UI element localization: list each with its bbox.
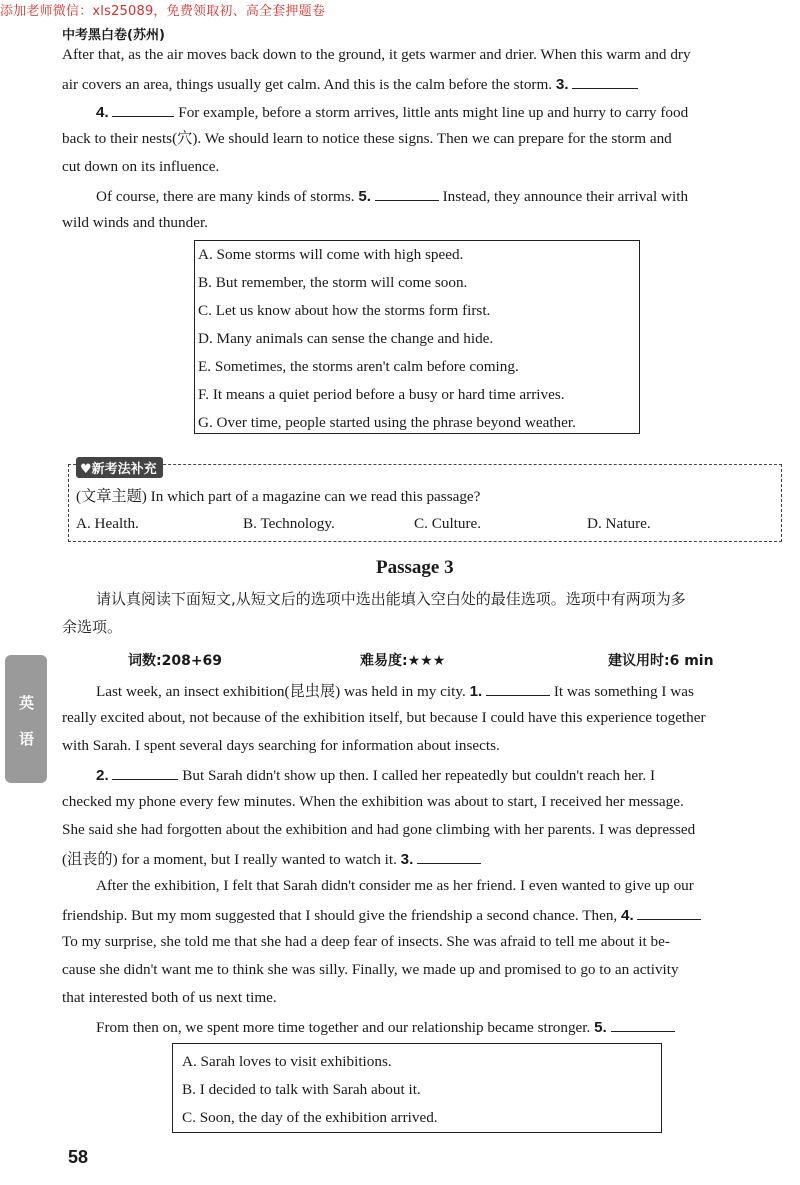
paragraph-line: wild winds and thunder. xyxy=(62,214,208,231)
paragraph-line: cause she didn't want me to think she was silly. Finally, we made up and promised to go to an activity xyxy=(62,961,679,978)
side-tab-char: 英 xyxy=(19,694,35,712)
paragraph-line: friendship. But my mom suggested that I should give the friendship a second chance. Then, 4. xyxy=(62,905,701,925)
paragraph-line: Of course, there are many kinds of storms. 5. Instead, they announce their arrival with xyxy=(96,188,689,205)
option-item[interactable]: B. I decided to talk with Sarah about it. xyxy=(182,1081,421,1098)
paragraph-line: Last week, an insect exhibition(昆虫展) was held in my city. 1. It was something I was xyxy=(96,683,694,700)
suggested-time: 建议用时:6 min xyxy=(608,653,714,669)
instruction-line: 余选项。 xyxy=(62,618,123,636)
blank-number: 3. xyxy=(400,851,414,868)
paragraph-line: From then on, we spent more time together and our relationship became stronger. 5. xyxy=(96,1017,675,1037)
blank-number: 1. xyxy=(469,683,483,700)
paragraph-line: 2. But Sarah didn't show up then. I called her repeatedly but couldn't reach her. I xyxy=(96,767,656,784)
paragraph-line: 4. For example, before a storm arrives, little ants might line up and hurry to carry food xyxy=(96,104,689,121)
answer-blank[interactable] xyxy=(112,765,178,780)
option-item[interactable]: E. Sometimes, the storms aren't calm before coming. xyxy=(198,358,519,375)
answer-blank[interactable] xyxy=(486,681,550,696)
answer-blank[interactable] xyxy=(611,1017,675,1032)
option-item[interactable]: A. Some storms will come with high speed. xyxy=(198,246,464,263)
page-header: 中考黑白卷(苏州) xyxy=(62,28,165,43)
paragraph-line: To my surprise, she told me that she had a deep fear of insects. She was afraid to tell me about it be- xyxy=(62,933,670,950)
passage-title: Passage 3 xyxy=(376,557,454,578)
blank-number: 5. xyxy=(594,1019,607,1036)
paragraph-line: air covers an area, things usually get calm. And this is the calm before the storm. 3. xyxy=(62,74,638,94)
paragraph-line: (沮丧的) for a moment, but I really wanted to watch it. 3. xyxy=(62,849,481,869)
paragraph-line: After the exhibition, I felt that Sarah didn't consider me as her friend. I even wanted to give up our xyxy=(96,877,694,894)
option-item[interactable]: B. But remember, the storm will come soon. xyxy=(198,274,468,291)
supplement-choice[interactable]: D. Nature. xyxy=(587,515,651,532)
supplement-choice[interactable]: C. Culture. xyxy=(414,515,482,532)
blank-number: 4. xyxy=(621,907,634,924)
option-item[interactable]: C. Let us know about how the storms form first. xyxy=(198,302,491,319)
paragraph-line: checked my phone every few minutes. When the exhibition was about to start, I received her message. xyxy=(62,793,684,810)
subject-side-tab xyxy=(5,655,47,783)
paragraph-line: that interested both of us next time. xyxy=(62,989,277,1006)
paragraph-line: really excited about, not because of the exhibition itself, but because I could have this experience together xyxy=(62,709,706,726)
supplement-choice[interactable]: A. Health. xyxy=(76,515,139,532)
answer-blank[interactable] xyxy=(375,186,439,201)
paragraph-line: with Sarah. I spent several days searching for information about insects. xyxy=(62,737,500,754)
supplement-tag: ♥新考法补充 xyxy=(76,457,163,478)
answer-blank[interactable] xyxy=(572,74,638,89)
blank-number: 4. xyxy=(96,104,109,121)
option-item[interactable]: C. Soon, the day of the exhibition arrived. xyxy=(182,1109,438,1126)
option-item[interactable]: G. Over time, people started using the phrase beyond weather. xyxy=(198,414,576,431)
paragraph-line: back to their nests(穴). We should learn to notice these signs. Then we can prepare for the storm and xyxy=(62,130,672,147)
answer-blank[interactable] xyxy=(417,849,481,864)
side-tab-char: 语 xyxy=(19,730,35,748)
blank-number: 5. xyxy=(358,188,372,205)
watermark: 添加老师微信：xls25089，免费领取初、高全套押题卷 xyxy=(0,4,326,19)
instruction-line: 请认真阅读下面短文,从短文后的选项中选出能填入空白处的最佳选项。选项中有两项为多 xyxy=(96,590,686,608)
option-item[interactable]: D. Many animals can sense the change and hide. xyxy=(198,330,494,347)
page-number: 58 xyxy=(68,1147,89,1167)
paragraph-line: After that, as the air moves back down to the ground, it gets warmer and drier. When this warm and dry xyxy=(62,46,691,63)
option-item[interactable]: A. Sarah loves to visit exhibitions. xyxy=(182,1053,392,1070)
paragraph-line: She said she had forgotten about the exhibition and had gone climbing with her parents. I was depressed xyxy=(62,821,696,838)
option-item[interactable]: F. It means a quiet period before a busy or hard time arrives. xyxy=(198,386,565,403)
word-count: 词数:208+69 xyxy=(128,653,223,669)
blank-number: 3. xyxy=(555,76,569,93)
difficulty: 难易度:★★★ xyxy=(360,653,446,669)
supplement-question: (文章主题) In which part of a magazine can we read this passage? xyxy=(76,488,481,505)
answer-blank[interactable] xyxy=(112,102,174,117)
heart-icon: ♥ xyxy=(80,462,92,477)
paragraph-line: cut down on its influence. xyxy=(62,158,220,175)
blank-number: 2. xyxy=(96,767,109,784)
answer-blank[interactable] xyxy=(637,905,701,920)
supplement-choice[interactable]: B. Technology. xyxy=(243,515,335,532)
